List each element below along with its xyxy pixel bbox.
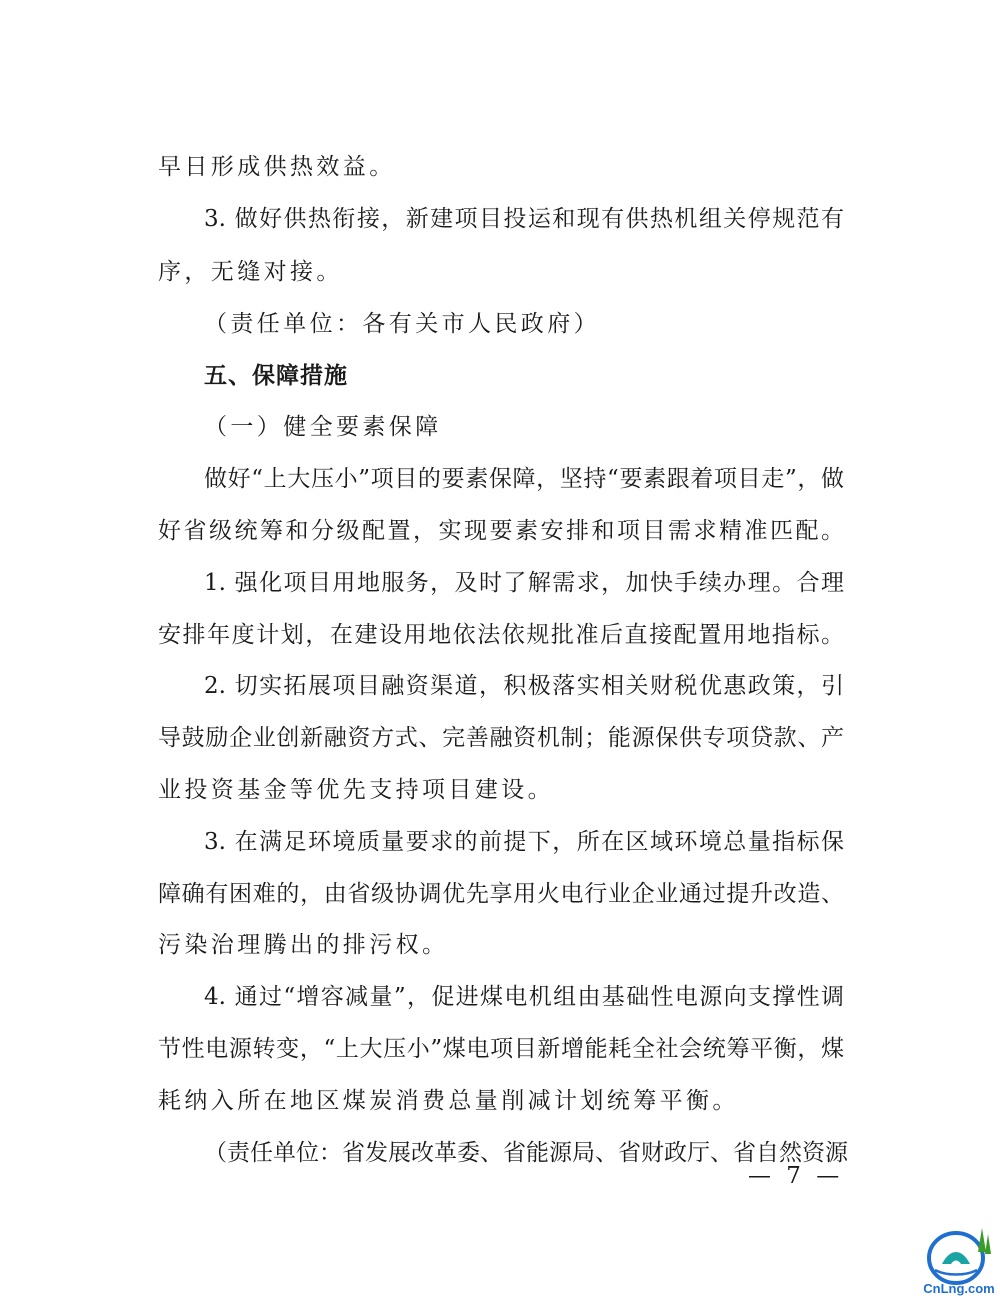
paragraph-line: 业投资基金等优先支持项目建设。 bbox=[158, 777, 554, 803]
paragraph-line: 做好“上大压小”项目的要素保障，坚持“要素跟着项目走”，做 bbox=[204, 466, 844, 492]
paragraph-line: 节性电源转变，“上大压小”煤电项目新增能耗全社会统筹平衡，煤 bbox=[158, 1036, 844, 1062]
page-number: — 7 — bbox=[748, 1163, 844, 1189]
paragraph-line: 好省级统筹和分级配置，实现要素安排和项目需求精准匹配。 bbox=[158, 518, 844, 544]
subsection-heading: （一）健全要素保障 bbox=[204, 414, 442, 440]
paragraph-line: 导鼓励企业创新融资方式、完善融资机制；能源保供专项贷款、产 bbox=[158, 725, 844, 751]
paragraph-line: 2. 切实拓展项目融资渠道，积极落实相关财税优惠政策，引 bbox=[204, 673, 844, 699]
paragraph-line: 障确有困难的，由省级协调优先享用火电行业企业通过提升改造、 bbox=[158, 881, 844, 907]
section-heading: 五、保障措施 bbox=[204, 363, 348, 389]
paragraph-line: 4. 通过“增容减量”，促进煤电机组由基础性电源向支撑性调 bbox=[204, 984, 844, 1010]
paragraph-line: 污染治理腾出的排污权。 bbox=[158, 932, 449, 958]
watermark-text: CnLng.com bbox=[923, 1281, 995, 1296]
paragraph-line: 安排年度计划，在建设用地依法依规批准后直接配置用地指标。 bbox=[158, 622, 844, 648]
paragraph-line: 1. 强化项目用地服务，及时了解需求，加快手续办理。合理 bbox=[204, 570, 844, 596]
paragraph-line: 耗纳入所在地区煤炭消费总量削减计划统筹平衡。 bbox=[158, 1088, 739, 1114]
paragraph-line: 3. 做好供热衔接，新建项目投运和现有供热机组关停规范有 bbox=[204, 206, 844, 232]
paragraph-line: 序，无缝对接。 bbox=[158, 259, 343, 285]
responsibility-note: （责任单位：各有关市人民政府） bbox=[204, 311, 600, 337]
paragraph-line: 3. 在满足环境质量要求的前提下，所在区域环境总量指标保 bbox=[204, 829, 844, 855]
cnlng-logo bbox=[922, 1218, 996, 1296]
responsibility-note: （责任单位：省发展改革委、省能源局、省财政厅、省自然资源 bbox=[204, 1140, 848, 1166]
paragraph-line: 早日形成供热效益。 bbox=[158, 154, 396, 180]
